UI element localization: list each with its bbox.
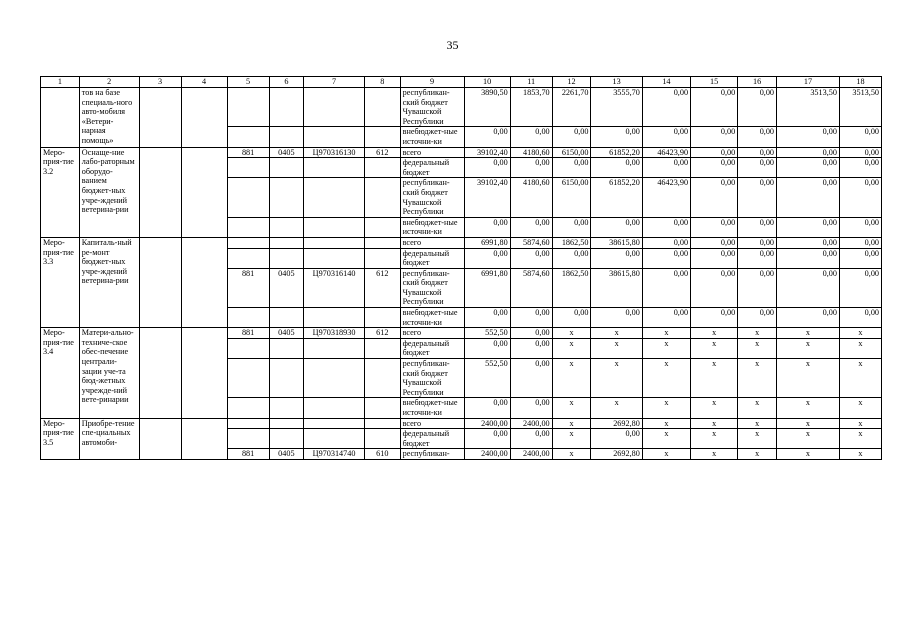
amount-cell: 2400,00	[510, 449, 552, 460]
section-code-cell	[269, 127, 304, 147]
participant-cell	[181, 237, 227, 327]
table-row	[41, 418, 882, 429]
expense-type-cell	[364, 217, 400, 237]
amount-cell: 6991,80	[464, 268, 510, 307]
funding-source-cell: внебюджет-ные источни-ки	[400, 217, 464, 237]
amount-cell: 0,00	[591, 127, 642, 147]
amount-cell: х	[738, 328, 777, 339]
amount-cell: х	[738, 449, 777, 460]
amount-cell: х	[591, 338, 642, 358]
amount-cell: 0,00	[738, 158, 777, 178]
amount-cell: 0,00	[738, 127, 777, 147]
column-number: 6	[269, 77, 304, 88]
amount-cell: 2400,00	[464, 449, 510, 460]
column-number: 10	[464, 77, 510, 88]
amount-cell: х	[839, 398, 881, 418]
amount-cell: 0,00	[839, 268, 881, 307]
amount-cell: 0,00	[510, 158, 552, 178]
section-code-cell: 0405	[269, 268, 304, 307]
amount-cell: 0,00	[738, 178, 777, 217]
amount-cell: 0,00	[691, 88, 738, 127]
responsible-cell	[139, 237, 181, 327]
column-number: 16	[738, 77, 777, 88]
target-article-cell: Ц970318930	[304, 328, 365, 339]
responsible-cell	[139, 147, 181, 237]
expense-type-cell	[364, 359, 400, 398]
section-code-cell	[269, 237, 304, 248]
section-code-cell	[269, 217, 304, 237]
amount-cell: х	[777, 418, 840, 429]
amount-cell: 0,00	[552, 308, 591, 328]
grbs-code-cell	[227, 418, 269, 429]
expense-type-cell	[364, 158, 400, 178]
amount-cell: 0,00	[464, 398, 510, 418]
column-number: 17	[777, 77, 840, 88]
amount-cell: 0,00	[839, 158, 881, 178]
amount-cell: х	[738, 418, 777, 429]
section-code-cell	[269, 158, 304, 178]
amount-cell: 0,00	[552, 248, 591, 268]
target-article-cell	[304, 308, 365, 328]
amount-cell: 0,00	[510, 217, 552, 237]
column-number: 8	[364, 77, 400, 88]
amount-cell: х	[552, 328, 591, 339]
table-row	[41, 237, 882, 248]
amount-cell: 0,00	[464, 248, 510, 268]
amount-cell: 0,00	[642, 308, 690, 328]
amount-cell: 0,00	[642, 268, 690, 307]
amount-cell: 0,00	[642, 217, 690, 237]
funding-source-cell: всего	[400, 237, 464, 248]
amount-cell: 0,00	[738, 147, 777, 158]
column-number: 11	[510, 77, 552, 88]
funding-source-cell: федеральный бюджет	[400, 338, 464, 358]
target-article-cell	[304, 359, 365, 398]
target-article-cell	[304, 418, 365, 429]
amount-cell: х	[777, 449, 840, 460]
amount-cell: 39102,40	[464, 178, 510, 217]
responsible-cell	[139, 418, 181, 459]
amount-cell: 0,00	[691, 237, 738, 248]
amount-cell: х	[552, 429, 591, 449]
amount-cell: 0,00	[839, 217, 881, 237]
section-code-cell	[269, 248, 304, 268]
target-article-cell: Ц970316130	[304, 147, 365, 158]
event-number-cell: Меро-прия-тие 3.5	[41, 418, 80, 459]
grbs-code-cell	[227, 248, 269, 268]
amount-cell: 2692,80	[591, 449, 642, 460]
amount-cell: 0,00	[591, 429, 642, 449]
participant-cell	[181, 328, 227, 418]
grbs-code-cell	[227, 217, 269, 237]
amount-cell: 0,00	[552, 127, 591, 147]
amount-cell: 0,00	[777, 147, 840, 158]
amount-cell: 1862,50	[552, 237, 591, 248]
amount-cell: х	[642, 429, 690, 449]
expense-type-cell	[364, 88, 400, 127]
target-article-cell	[304, 178, 365, 217]
amount-cell: х	[738, 359, 777, 398]
amount-cell: 0,00	[691, 178, 738, 217]
amount-cell: х	[839, 429, 881, 449]
amount-cell: 0,00	[510, 248, 552, 268]
amount-cell: 0,00	[738, 237, 777, 248]
amount-cell: 5874,60	[510, 268, 552, 307]
event-name-cell: Матери-ально-техниче-ское обес-печение централи-зации уче-та бюд-жетных учрежде-ний вете-ринарии	[79, 328, 139, 418]
amount-cell: 0,00	[691, 217, 738, 237]
amount-cell: 0,00	[738, 217, 777, 237]
amount-cell: х	[552, 398, 591, 418]
amount-cell: 0,00	[839, 237, 881, 248]
grbs-code-cell	[227, 88, 269, 127]
amount-cell: 552,50	[464, 359, 510, 398]
amount-cell: х	[642, 328, 690, 339]
amount-cell: х	[552, 338, 591, 358]
expense-type-cell	[364, 127, 400, 147]
amount-cell: х	[777, 328, 840, 339]
amount-cell: х	[591, 359, 642, 398]
amount-cell: 0,00	[777, 158, 840, 178]
amount-cell: 0,00	[552, 158, 591, 178]
amount-cell: х	[591, 398, 642, 418]
amount-cell: 0,00	[464, 158, 510, 178]
amount-cell: 0,00	[738, 308, 777, 328]
amount-cell: 4180,60	[510, 147, 552, 158]
amount-cell: 0,00	[738, 248, 777, 268]
amount-cell: х	[777, 338, 840, 358]
amount-cell: х	[691, 338, 738, 358]
funding-source-cell: внебюджет-ные источни-ки	[400, 398, 464, 418]
table-row	[41, 88, 882, 127]
amount-cell: 0,00	[839, 178, 881, 217]
amount-cell: 0,00	[777, 217, 840, 237]
target-article-cell: Ц970316140	[304, 268, 365, 307]
column-number: 13	[591, 77, 642, 88]
amount-cell: х	[552, 359, 591, 398]
grbs-code-cell: 881	[227, 449, 269, 460]
amount-cell: 6991,80	[464, 237, 510, 248]
target-article-cell	[304, 338, 365, 358]
amount-cell: х	[642, 418, 690, 429]
amount-cell: 0,00	[552, 217, 591, 237]
amount-cell: 552,50	[464, 328, 510, 339]
event-number-cell	[41, 88, 80, 148]
amount-cell: 0,00	[777, 308, 840, 328]
table-row	[41, 147, 882, 158]
amount-cell: 0,00	[839, 127, 881, 147]
amount-cell: 0,00	[839, 308, 881, 328]
column-number: 1	[41, 77, 80, 88]
expense-type-cell: 612	[364, 147, 400, 158]
amount-cell: х	[839, 338, 881, 358]
amount-cell: х	[691, 449, 738, 460]
column-number: 18	[839, 77, 881, 88]
funding-source-cell: федеральный бюджет	[400, 429, 464, 449]
expense-type-cell	[364, 178, 400, 217]
amount-cell: 2261,70	[552, 88, 591, 127]
section-code-cell	[269, 178, 304, 217]
amount-cell: 2400,00	[510, 418, 552, 429]
funding-source-cell: всего	[400, 418, 464, 429]
funding-source-cell: внебюджет-ные источни-ки	[400, 127, 464, 147]
amount-cell: 61852,20	[591, 147, 642, 158]
amount-cell: 61852,20	[591, 178, 642, 217]
table-row	[41, 328, 882, 339]
participant-cell	[181, 418, 227, 459]
amount-cell: 0,00	[510, 338, 552, 358]
funding-source-cell: республикан-	[400, 449, 464, 460]
grbs-code-cell	[227, 237, 269, 248]
amount-cell: 3513,50	[777, 88, 840, 127]
column-number: 5	[227, 77, 269, 88]
amount-cell: 3890,50	[464, 88, 510, 127]
amount-cell: х	[691, 359, 738, 398]
grbs-code-cell	[227, 359, 269, 398]
participant-cell	[181, 88, 227, 148]
amount-cell: 0,00	[510, 359, 552, 398]
amount-cell: 38615,80	[591, 268, 642, 307]
section-code-cell	[269, 429, 304, 449]
expense-type-cell	[364, 308, 400, 328]
event-name-cell: Капиталь-ный ре-монт бюджет-ных учре-ждений ветерина-рии	[79, 237, 139, 327]
column-number: 3	[139, 77, 181, 88]
amount-cell: х	[642, 398, 690, 418]
grbs-code-cell	[227, 398, 269, 418]
amount-cell: 0,00	[510, 127, 552, 147]
expense-type-cell	[364, 248, 400, 268]
column-number: 15	[691, 77, 738, 88]
section-code-cell	[269, 398, 304, 418]
amount-cell: 0,00	[642, 127, 690, 147]
amount-cell: 5874,60	[510, 237, 552, 248]
budget-table	[40, 76, 882, 460]
amount-cell: 0,00	[642, 237, 690, 248]
column-number: 4	[181, 77, 227, 88]
target-article-cell	[304, 158, 365, 178]
event-number-cell: Меро-прия-тие 3.2	[41, 147, 80, 237]
funding-source-cell: федеральный бюджет	[400, 248, 464, 268]
funding-source-cell: республикан-ский бюджет Чувашской Республики	[400, 178, 464, 217]
amount-cell: х	[839, 418, 881, 429]
target-article-cell	[304, 88, 365, 127]
column-number: 2	[79, 77, 139, 88]
grbs-code-cell	[227, 178, 269, 217]
target-article-cell	[304, 248, 365, 268]
expense-type-cell	[364, 418, 400, 429]
target-article-cell: Ц970314740	[304, 449, 365, 460]
expense-type-cell	[364, 237, 400, 248]
amount-cell: х	[738, 398, 777, 418]
target-article-cell	[304, 127, 365, 147]
section-code-cell	[269, 338, 304, 358]
section-code-cell: 0405	[269, 147, 304, 158]
grbs-code-cell	[227, 338, 269, 358]
section-code-cell: 0405	[269, 328, 304, 339]
amount-cell: х	[642, 449, 690, 460]
amount-cell: 1853,70	[510, 88, 552, 127]
expense-type-cell: 612	[364, 328, 400, 339]
expense-type-cell: 610	[364, 449, 400, 460]
amount-cell: 2400,00	[464, 418, 510, 429]
page-number: 35	[446, 38, 459, 52]
expense-type-cell	[364, 429, 400, 449]
amount-cell: 6150,00	[552, 147, 591, 158]
expense-type-cell	[364, 398, 400, 418]
grbs-code-cell	[227, 158, 269, 178]
amount-cell: х	[777, 429, 840, 449]
section-code-cell	[269, 359, 304, 398]
amount-cell: 1862,50	[552, 268, 591, 307]
target-article-cell	[304, 398, 365, 418]
funding-source-cell: внебюджет-ные источни-ки	[400, 308, 464, 328]
amount-cell: 0,00	[691, 248, 738, 268]
grbs-code-cell	[227, 308, 269, 328]
section-code-cell	[269, 308, 304, 328]
amount-cell: 0,00	[464, 127, 510, 147]
amount-cell: 0,00	[464, 308, 510, 328]
target-article-cell	[304, 217, 365, 237]
amount-cell: 0,00	[777, 268, 840, 307]
amount-cell: х	[738, 429, 777, 449]
column-number-row	[41, 77, 882, 88]
amount-cell: х	[691, 429, 738, 449]
amount-cell: х	[691, 398, 738, 418]
amount-cell: 0,00	[591, 248, 642, 268]
amount-cell: 3513,50	[839, 88, 881, 127]
amount-cell: х	[839, 328, 881, 339]
amount-cell: 0,00	[591, 217, 642, 237]
amount-cell: х	[552, 449, 591, 460]
event-name-cell: тов на базе специаль-ного авто-мобиля «Ветери-нарная помощь»	[79, 88, 139, 148]
amount-cell: 0,00	[591, 158, 642, 178]
amount-cell: х	[642, 338, 690, 358]
column-number: 12	[552, 77, 591, 88]
event-name-cell: Оснаще-ние лабо-раторным оборудо-ванием бюджет-ных учре-ждений ветерина-рии	[79, 147, 139, 237]
amount-cell: 0,00	[510, 308, 552, 328]
amount-cell: х	[839, 449, 881, 460]
amount-cell: 46423,90	[642, 147, 690, 158]
grbs-code-cell: 881	[227, 328, 269, 339]
amount-cell: 4180,60	[510, 178, 552, 217]
amount-cell: 0,00	[691, 127, 738, 147]
column-number: 7	[304, 77, 365, 88]
expense-type-cell	[364, 338, 400, 358]
amount-cell: 0,00	[464, 429, 510, 449]
event-number-cell: Меро-прия-тие 3.3	[41, 237, 80, 327]
amount-cell: 0,00	[642, 88, 690, 127]
target-article-cell	[304, 237, 365, 248]
amount-cell: х	[738, 338, 777, 358]
amount-cell: 0,00	[510, 398, 552, 418]
amount-cell: 0,00	[691, 147, 738, 158]
amount-cell: х	[777, 359, 840, 398]
event-name-cell: Приобре-тение спе-циальных автомоби-	[79, 418, 139, 459]
column-number: 9	[400, 77, 464, 88]
target-article-cell	[304, 429, 365, 449]
amount-cell: 0,00	[738, 88, 777, 127]
amount-cell: 0,00	[839, 147, 881, 158]
amount-cell: х	[839, 359, 881, 398]
amount-cell: 0,00	[777, 127, 840, 147]
funding-source-cell: всего	[400, 328, 464, 339]
amount-cell: 0,00	[777, 178, 840, 217]
responsible-cell	[139, 328, 181, 418]
amount-cell: 0,00	[738, 268, 777, 307]
expense-type-cell: 612	[364, 268, 400, 307]
grbs-code-cell	[227, 429, 269, 449]
event-number-cell: Меро-прия-тие 3.4	[41, 328, 80, 418]
amount-cell: 0,00	[777, 248, 840, 268]
amount-cell: х	[591, 328, 642, 339]
responsible-cell	[139, 88, 181, 148]
amount-cell: 0,00	[691, 308, 738, 328]
grbs-code-cell: 881	[227, 268, 269, 307]
amount-cell: 6150,00	[552, 178, 591, 217]
amount-cell: 0,00	[691, 268, 738, 307]
funding-source-cell: всего	[400, 147, 464, 158]
amount-cell: 3555,70	[591, 88, 642, 127]
amount-cell: 0,00	[642, 248, 690, 268]
amount-cell: х	[642, 359, 690, 398]
amount-cell: 0,00	[691, 158, 738, 178]
funding-source-cell: республикан-ский бюджет Чувашской Республики	[400, 88, 464, 127]
grbs-code-cell	[227, 127, 269, 147]
funding-source-cell: федеральный бюджет	[400, 158, 464, 178]
amount-cell: х	[552, 418, 591, 429]
section-code-cell	[269, 418, 304, 429]
amount-cell: 38615,80	[591, 237, 642, 248]
amount-cell: 0,00	[464, 217, 510, 237]
amount-cell: х	[691, 328, 738, 339]
amount-cell: 46423,90	[642, 178, 690, 217]
amount-cell: 0,00	[777, 237, 840, 248]
amount-cell: 39102,40	[464, 147, 510, 158]
amount-cell: 0,00	[464, 338, 510, 358]
amount-cell: 0,00	[510, 328, 552, 339]
amount-cell: х	[777, 398, 840, 418]
participant-cell	[181, 147, 227, 237]
amount-cell: 0,00	[591, 308, 642, 328]
amount-cell: 0,00	[510, 429, 552, 449]
funding-source-cell: республикан-ский бюджет Чувашской Республики	[400, 268, 464, 307]
amount-cell: 0,00	[839, 248, 881, 268]
section-code-cell	[269, 88, 304, 127]
amount-cell: 0,00	[642, 158, 690, 178]
section-code-cell: 0405	[269, 449, 304, 460]
amount-cell: 2692,80	[591, 418, 642, 429]
funding-source-cell: республикан-ский бюджет Чувашской Республики	[400, 359, 464, 398]
amount-cell: х	[691, 418, 738, 429]
grbs-code-cell: 881	[227, 147, 269, 158]
column-number: 14	[642, 77, 690, 88]
